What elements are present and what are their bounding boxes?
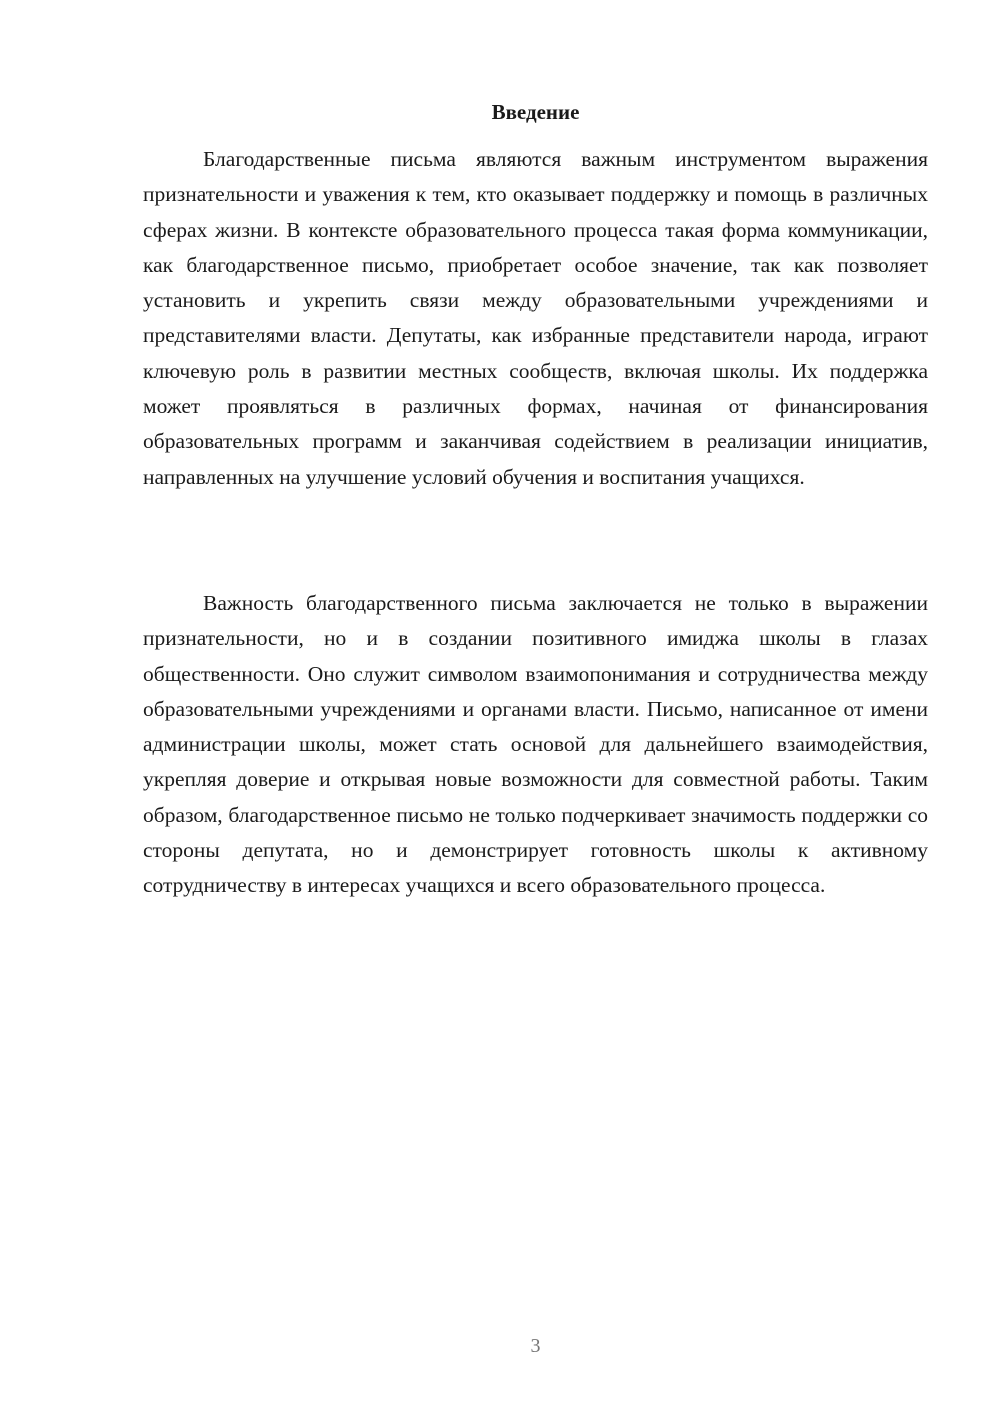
paragraph-2: Важность благодарственного письма заключается не только в выражении признательности, но и в создании позитивного имиджа школы в глазах общественности. Оно служит символом взаимопонимания и сотрудничества между образовательными учреждениями и органами власти. Письмо, написанное от имени администрации школы, может стать основой для дальнейшего взаимодействия, укрепляя доверие и открывая новые возможности для совместной работы. Таким образом, благодарственное письмо не только подчеркивает значимость поддержки со стороны депутата, но и демонстрирует готовность школы к активному сотрудничеству в интересах учащихся и всего образовательного процесса.: [143, 591, 928, 898]
section-title: Введение: [491, 100, 580, 124]
page-number: 3: [530, 1335, 541, 1357]
paragraph-1: Благодарственные письма являются важным инструментом выражения признательности и уважения к тем, кто оказывает поддержку и помощь в различных сферах жизни. В контексте образовательного процесса такая форма коммуникации, как благодарственное письмо, приобретает особое значение, так как позволяет установить и укрепить связи между образовательными учреждениями и представителями власти. Депутаты, как избранные представители народа, играют ключевую роль в развитии местных сообществ, включая школы. Их поддержка может проявляться в различных формах, начиная от финансирования образовательных программ и заканчивая содействием в реализации инициатив, направленных на улучшение условий обучения и воспитания учащихся.: [143, 147, 928, 489]
